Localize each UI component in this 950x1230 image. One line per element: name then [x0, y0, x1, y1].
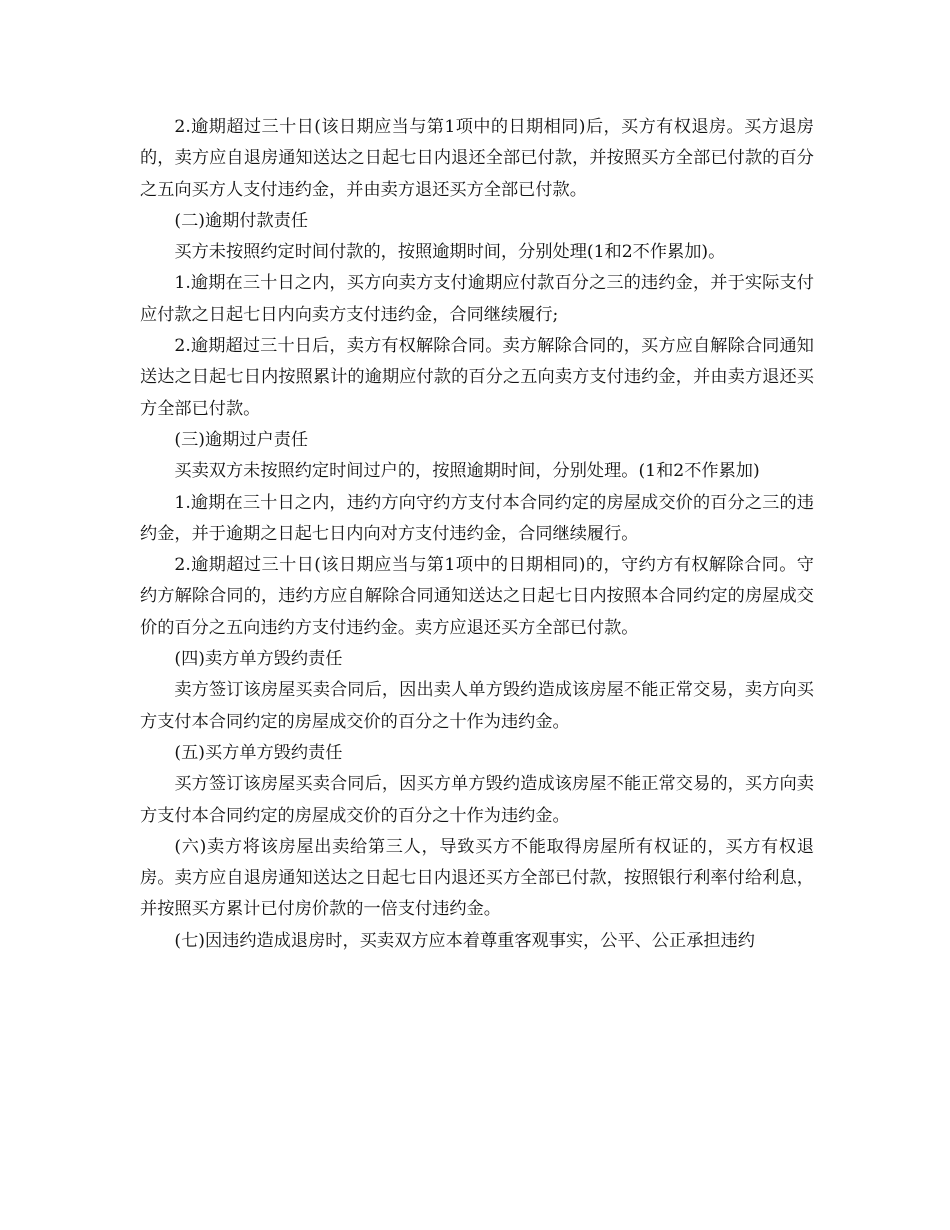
section-heading: (二)逾期付款责任	[174, 210, 309, 231]
clause-paragraph: 买方签订该房屋买卖合同后，因买方单方毁约造成该房屋不能正常交易的，买方向卖方支付本合同约定的房屋成交价的百分之十作为违约金。	[140, 774, 814, 826]
clause-paragraph: 2.逾期超过三十日后，卖方有权解除合同。卖方解除合同的，买方应自解除合同通知送达之日起七日内按照累计的逾期应付款的百分之五向卖方支付违约金，并由卖方退还买方全部已付款。	[140, 336, 814, 419]
clause-paragraph: 2.逾期超过三十日(该日期应当与第1项中的日期相同)的，守约方有权解除合同。守约方解除合同的，违约方应自解除合同通知送达之日起七日内按照本合同约定的房屋成交价的百分之五向违约方支付违约金。卖方应退还买方全部已付款。	[140, 555, 814, 638]
clause-paragraph: 买方未按照约定时间付款的，按照逾期时间，分别处理(1和2不作累加)。	[174, 242, 726, 263]
clause-paragraph: 2.逾期超过三十日(该日期应当与第1项中的日期相同)后，买方有权退房。买方退房的，卖方应自退房通知送达之日起七日内退还全部已付款，并按照买方全部已付款的百分之五向买方人支付违约金，并由卖方退还买方全部已付款。	[140, 117, 814, 200]
document-body	[140, 112, 814, 957]
section-heading: (四)卖方单方毁约责任	[174, 649, 343, 670]
clause-paragraph: 1.逾期在三十日之内，买方向卖方支付逾期应付款百分之三的违约金，并于实际支付应付款之日起七日内向卖方支付违约金，合同继续履行;	[140, 273, 814, 325]
clause-paragraph: (七)因违约造成退房时，买卖双方应本着尊重客观事实，公平、公正承担违约	[174, 930, 755, 951]
section-heading: (五)买方单方毁约责任	[174, 742, 343, 763]
clause-paragraph: 卖方签订该房屋买卖合同后，因出卖人单方毁约造成该房屋不能正常交易，卖方向买方支付本合同约定的房屋成交价的百分之十作为违约金。	[140, 680, 814, 732]
clause-paragraph: 1.逾期在三十日之内，违约方向守约方支付本合同约定的房屋成交价的百分之三的违约金，并于逾期之日起七日内向对方支付违约金，合同继续履行。	[140, 492, 814, 544]
clause-paragraph: (六)卖方将该房屋出卖给第三人，导致买方不能取得房屋所有权证的，买方有权退房。卖方应自退房通知送达之日起七日内退还买方全部已付款，按照银行利率付给利息，并按照买方累计已付房价款的一倍支付违约金。	[140, 836, 814, 920]
section-heading: (三)逾期过户责任	[174, 429, 309, 450]
clause-paragraph: 买卖双方未按照约定时间过户的，按照逾期时间，分别处理。(1和2不作累加)	[174, 461, 760, 482]
